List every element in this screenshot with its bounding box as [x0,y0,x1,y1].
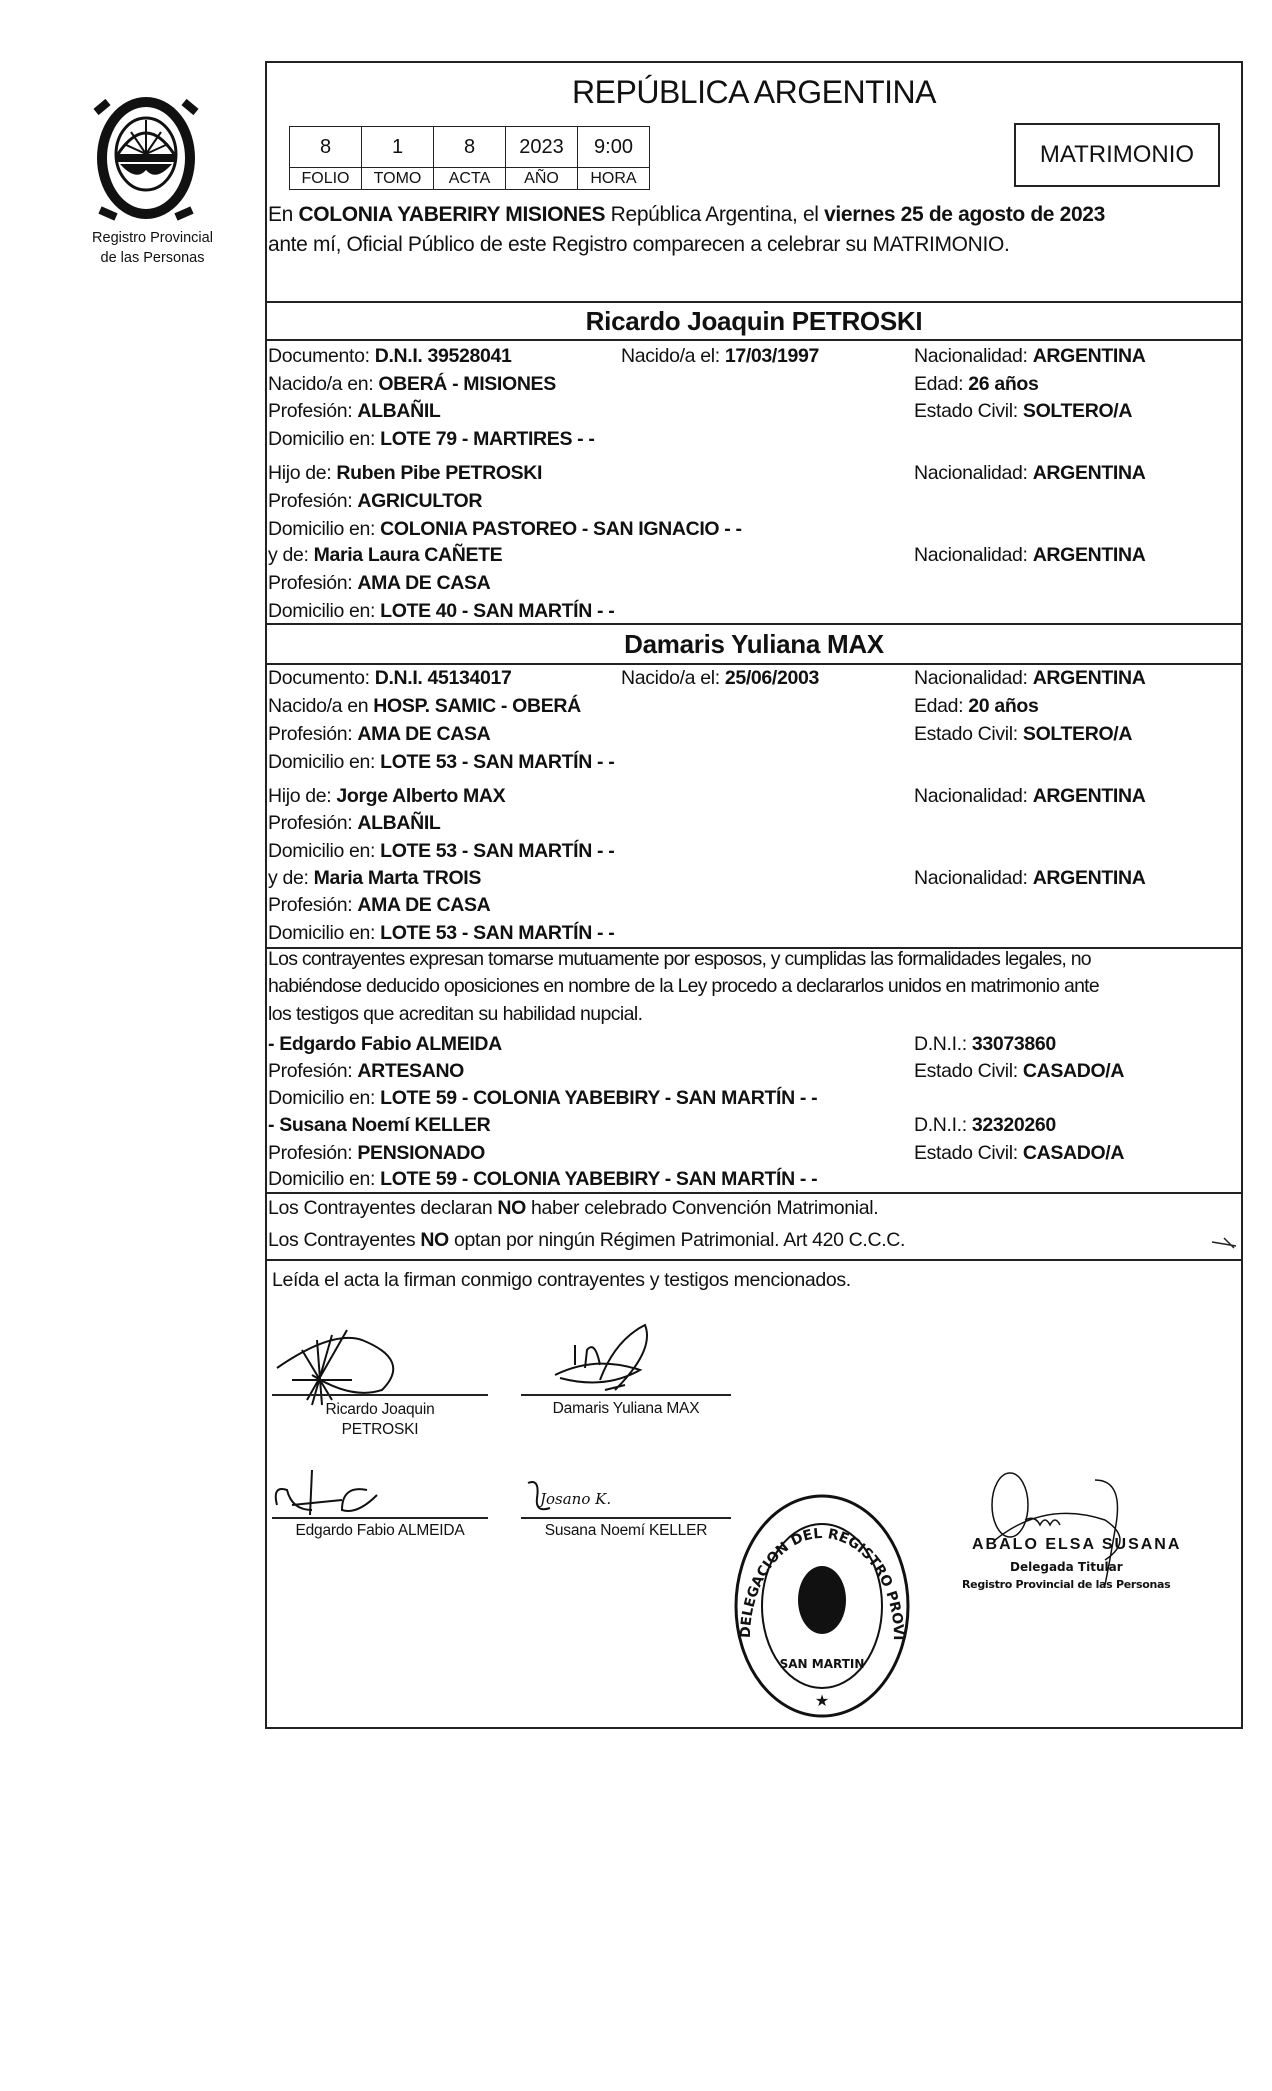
spouse1-birthdate [621,345,819,367]
value: LOTE 59 - COLONIA YABEBIRY - SAN MARTÍN - - [380,1168,818,1190]
value: CASADO/A [1022,1060,1125,1082]
label: Profesión: [268,490,358,512]
spouse1-age [914,373,1038,395]
value: AMA DE CASA [357,572,491,594]
value: SOLTERO/A [1022,723,1133,745]
text: Los Contrayentes [268,1229,421,1251]
witness1-address [268,1087,817,1109]
label: Nacionalidad: [914,867,1033,889]
divider [265,663,1243,665]
value: Maria Marta TROIS [313,867,482,889]
registry-caption-line2: de las Personas [100,250,205,266]
label: Profesión: [268,572,358,594]
stamp-city: SAN MARTIN [779,1657,865,1671]
document-title: REPÚBLICA ARGENTINA [572,74,936,110]
label: Profesión: [268,1060,358,1082]
label: Profesión: [268,723,358,745]
value: 20 años [968,695,1039,717]
witness2-handwritten: Josano K. [540,1490,612,1508]
label: Nacionalidad: [914,462,1033,484]
spouse1-profession [268,400,441,422]
tomo-value: 1 [362,127,434,168]
text: Los Contrayentes declaran [268,1197,498,1219]
value: ARGENTINA [1032,785,1146,807]
value: ARTESANO [357,1060,464,1082]
spouse1-signature [272,1320,422,1410]
divider [265,1192,1243,1194]
label: Profesión: [268,400,358,422]
label: Domicilio en: [268,600,381,622]
value: 33073860 [971,1033,1056,1055]
label: Estado Civil: [914,723,1023,745]
divider [265,623,1243,625]
ceremony-place: COLONIA YABERIRY MISIONES [298,203,606,226]
tomo-label: TOMO [362,168,434,190]
witness1-dni [914,1033,1056,1055]
witness1-signature [272,1465,412,1525]
intro-line2: ante mí, Oficial Público de este Registro comparecen a celebrar su MATRIMONIO. [268,233,1010,256]
witness1-profession [268,1060,464,1082]
spouse2-father-nationality [914,785,1145,807]
value: ARGENTINA [1032,345,1146,367]
registry-caption [70,228,235,268]
label: Estado Civil: [914,1142,1023,1164]
label: Edad: [914,695,969,717]
value: SOLTERO/A [1022,400,1133,422]
convention-statement [268,1197,878,1219]
label: Nacionalidad: [914,345,1033,367]
official-name: ABALO ELSA SUSANA [972,1536,1182,1553]
label: Nacionalidad: [914,667,1033,689]
spouse1-father-profession [268,490,482,512]
spouse1-signature-label [272,1400,488,1440]
intro-text: República Argentina, el [605,203,825,226]
value: ARGENTINA [1032,544,1146,566]
value: LOTE 79 - MARTIRES - - [380,428,595,450]
spouse2-profession [268,723,490,745]
value: ARGENTINA [1032,462,1146,484]
witness2-profession [268,1142,485,1164]
label: Estado Civil: [914,1060,1023,1082]
spouse2-document [268,667,511,689]
witness1-signature-label: Edgardo Fabio ALMEIDA [295,1522,465,1539]
value: ARGENTINA [1032,867,1146,889]
value: CASADO/A [1022,1142,1125,1164]
spouse1-civil-status [914,400,1132,422]
spouse2-father-address [268,840,614,862]
declaration-line2: habiéndose deducido oposiciones en nombre de la Ley procedo a declararlos unidos en matrimonio ante [268,975,1099,997]
label: Nacido/a el: [621,667,725,689]
value: ARGENTINA [1032,667,1146,689]
label: Domicilio en: [268,1087,381,1109]
label: Estado Civil: [914,400,1023,422]
label: Nacido/a el: [621,345,725,367]
hour-label: HORA [578,168,650,190]
value: Jorge Alberto MAX [336,785,506,807]
divider [265,1259,1243,1261]
spouse2-mother-address [268,922,614,944]
label: Nacionalidad: [914,785,1033,807]
witness1-civil-status [914,1060,1124,1082]
value: AMA DE CASA [357,894,491,916]
spouse2-name: Damaris Yuliana MAX [624,629,884,659]
divider [265,301,1243,303]
label: Nacido/a en [268,695,374,717]
value: AMA DE CASA [357,723,491,745]
value: 32320260 [971,1114,1056,1136]
seal-emblem-icon [86,92,206,227]
acta-value: 8 [434,127,506,168]
value: LOTE 53 - SAN MARTÍN - - [380,922,615,944]
official-title: Delegada Titular [1010,1560,1123,1574]
spouse1-nationality [914,345,1145,367]
value: PENSIONADO [357,1142,485,1164]
folio-value: 8 [290,127,362,168]
spouse1-mother-nationality [914,544,1145,566]
label: D.N.I.: [914,1114,972,1136]
emphasis: NO [497,1197,526,1219]
label: D.N.I.: [914,1033,972,1055]
spouse1-address [268,428,595,450]
text: optan por ningún Régimen Patrimonial. Art 420 C.C.C. [448,1229,906,1251]
spouse2-signature [545,1320,675,1400]
spouse2-mother-profession [268,894,490,916]
value: LOTE 40 - SAN MARTÍN - - [380,600,615,622]
value: ALBAÑIL [357,400,441,422]
value: AGRICULTOR [357,490,483,512]
registry-caption-line1: Registro Provincial [92,230,213,246]
spouse2-mother-nationality [914,867,1145,889]
value: LOTE 59 - COLONIA YABEBIRY - SAN MARTÍN - - [380,1087,818,1109]
official-organization: Registro Provincial de las Personas [962,1578,1171,1591]
delegation-stamp [728,1488,916,1718]
label: Hijo de: [268,462,337,484]
spouse1-mother-address [268,600,614,622]
year-value: 2023 [506,127,578,168]
spouse1-father [268,462,542,484]
witness2-address [268,1168,817,1190]
spouse2-mother [268,867,481,889]
spouse2-father-profession [268,812,441,834]
witness1-name: - Edgardo Fabio ALMEIDA [268,1033,502,1055]
regime-statement [268,1229,905,1251]
label-line: Ricardo Joaquin [325,1401,435,1418]
label: Documento: [268,345,375,367]
hour-value: 9:00 [578,127,650,168]
value: OBERÁ - MISIONES [378,373,556,395]
label: Domicilio en: [268,518,381,540]
svg-text:★: ★ [814,1693,830,1710]
record-type-box: MATRIMONIO [1014,123,1220,187]
closing-statement: Leída el acta la firman conmigo contrayentes y testigos mencionados. [272,1269,851,1291]
spouse2-civil-status [914,723,1132,745]
value: Ruben Pibe PETROSKI [336,462,543,484]
spouse1-mother [268,544,502,566]
value: LOTE 53 - SAN MARTÍN - - [380,840,615,862]
intro-line1 [268,204,1105,226]
record-numbers-table [289,126,650,190]
spouse1-birthplace [268,373,556,395]
stamp-seal-icon [728,1488,916,1718]
value: 25/06/2003 [724,667,819,689]
label: Domicilio en: [268,840,381,862]
spouse2-address [268,751,614,773]
value: 26 años [968,373,1039,395]
label: Profesión: [268,1142,358,1164]
label: Profesión: [268,894,358,916]
spouse1-father-address [268,518,742,540]
spouse2-birthdate [621,667,819,689]
label: Domicilio en: [268,1168,381,1190]
value: 17/03/1997 [724,345,819,367]
spouse1-father-nationality [914,462,1145,484]
value: D.N.I. 45134017 [374,667,512,689]
province-seal-logo [86,92,206,227]
spouse1-name: Ricardo Joaquin PETROSKI [585,306,923,336]
signature-line [521,1517,731,1519]
spouse2-nationality [914,667,1145,689]
label: Profesión: [268,812,358,834]
label: Nacido/a en: [268,373,379,395]
closing-mark-icon [1210,1234,1240,1254]
spouse2-signature-label: Damaris Yuliana MAX [552,1400,700,1417]
spouse1-document [268,345,511,367]
witness2-name: - Susana Noemí KELLER [268,1114,491,1136]
label: Documento: [268,667,375,689]
acta-label: ACTA [434,168,506,190]
label: y de: [268,867,314,889]
value: HOSP. SAMIC - OBERÁ [373,695,581,717]
witness2-dni [914,1114,1056,1136]
emphasis: NO [420,1229,449,1251]
value: ALBAÑIL [357,812,441,834]
value: COLONIA PASTOREO - SAN IGNACIO - - [380,518,742,540]
stamp-text: DELEGACION DEL REGISTRO PROVI [737,1525,907,1641]
witness2-signature-label: Susana Noemí KELLER [544,1522,708,1539]
spouse2-birthplace [268,695,581,717]
year-label: AÑO [506,168,578,190]
folio-label: FOLIO [290,168,362,190]
intro-text: En [268,203,299,226]
value: D.N.I. 39528041 [374,345,512,367]
ceremony-date: viernes 25 de agosto de 2023 [824,203,1105,226]
label: Hijo de: [268,785,337,807]
divider [265,339,1243,341]
spouse2-age [914,695,1038,717]
signature-line [272,1517,488,1519]
signature-line [521,1394,731,1396]
label: Domicilio en: [268,751,381,773]
label: y de: [268,544,314,566]
declaration-line3: los testigos que acreditan su habilidad nupcial. [268,1003,643,1025]
declaration-line1: Los contrayentes expresan tomarse mutuamente por esposos, y cumplidas las formalidades legales, no [268,948,1091,970]
label: Domicilio en: [268,428,381,450]
text: haber celebrado Convención Matrimonial. [525,1197,879,1219]
witness2-civil-status [914,1142,1124,1164]
signature-line [272,1394,488,1396]
spouse2-father [268,785,505,807]
label: Nacionalidad: [914,544,1033,566]
value: Maria Laura CAÑETE [313,544,503,566]
label: Domicilio en: [268,922,381,944]
spouse1-mother-profession [268,572,490,594]
label: Edad: [914,373,969,395]
label-line: PETROSKI [341,1421,419,1438]
value: LOTE 53 - SAN MARTÍN - - [380,751,615,773]
